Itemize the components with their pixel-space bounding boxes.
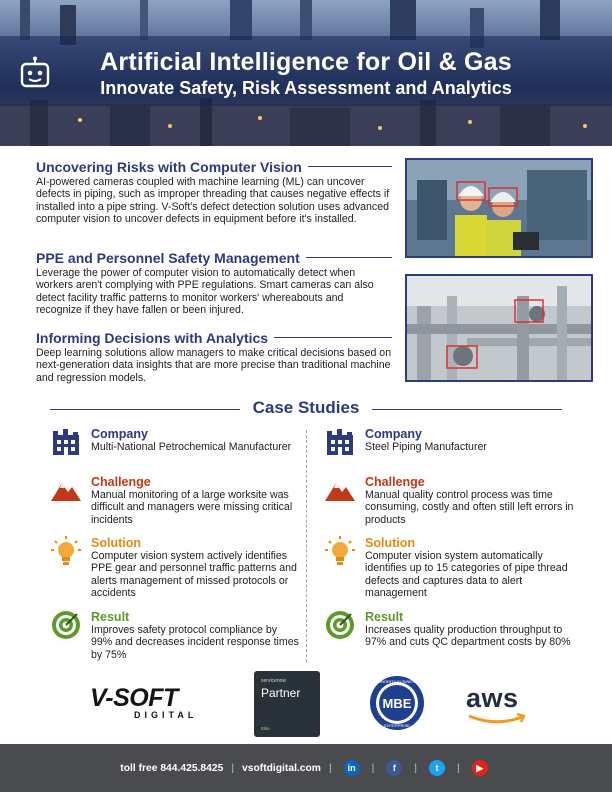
right-result	[325, 610, 579, 662]
target-icon	[51, 610, 81, 640]
section-head	[36, 249, 392, 266]
company-text: Steel Piping Manufacturer	[365, 441, 487, 453]
lightbulb-icon	[51, 536, 81, 566]
solution-label: Solution	[91, 536, 141, 550]
case-studies-heading	[50, 398, 562, 420]
company-label: Company	[91, 427, 148, 441]
section-rule	[306, 257, 392, 258]
website-link[interactable]: vsoftdigital.com	[242, 762, 321, 774]
result-text: Improves safety protocol compliance by 99% and decreases incident response times by 75%	[91, 624, 299, 661]
footer-separator: |	[457, 762, 460, 774]
challenge-label: Challenge	[91, 475, 151, 489]
section-body: Deep learning solutions allow managers to make critical decisions based on next-generation data insights that are more precise than traditional machine and regression models.	[36, 347, 392, 384]
section-head	[36, 329, 392, 346]
vsoft-logo-sub: DIGITAL	[134, 710, 198, 720]
servicenow-wordmark: servicenow	[261, 678, 287, 684]
section-head	[36, 158, 392, 175]
mbe-seal-icon	[369, 675, 425, 731]
right-company	[325, 427, 579, 471]
challenge-text: Manual monitoring of a large worksite was difficult and managers were missing critical incidents	[91, 489, 293, 526]
challenge-text: Manual quality control process was time consuming, costly and often still left errors in products	[365, 489, 574, 526]
mbe-certified-seal	[369, 675, 425, 731]
page-subtitle: Innovate Safety, Risk Assessment and Analytics	[100, 78, 512, 98]
footer-separator: |	[371, 762, 375, 774]
section-body: Leverage the power of computer vision to automatically detect when workers aren't complying with PPE regulations. Smart cameras can also detect facility traffic patterns to monitor workers' whereabouts and recognize if they have fallen or been injured.	[36, 267, 374, 317]
vsoft-logo-main: V-SOFT	[90, 684, 178, 712]
section-title: Informing Decisions with Analytics	[36, 329, 269, 346]
building-icon	[325, 427, 355, 457]
company-text: Multi-National Petrochemical Manufacturer	[91, 441, 292, 453]
section-analytics	[36, 329, 392, 384]
footer-separator: |	[231, 762, 235, 774]
result-label: Result	[91, 610, 130, 624]
mountain-icon	[51, 475, 81, 505]
column-divider	[306, 430, 307, 662]
aws-wordmark: aws	[466, 683, 519, 713]
lightbulb-icon	[325, 536, 355, 566]
page-title: Artificial Intelligence for Oil & Gas	[100, 48, 512, 76]
section-ppe-safety	[36, 249, 392, 317]
twitter-icon[interactable]: t	[429, 760, 445, 776]
hero-banner	[0, 0, 612, 146]
section-rule	[308, 166, 392, 167]
result-text: Increases quality production throughput to 97% and cuts QC department costs by 80%	[365, 624, 571, 649]
facebook-icon[interactable]: f	[386, 760, 402, 776]
piping-illustration	[407, 276, 591, 380]
partner-label: Partner	[261, 686, 301, 700]
solution-text: Computer vision system actively identifies PPE gear and personnel traffic patterns and alerts management of missed protocols or accidents	[91, 550, 297, 600]
section-title: PPE and Personnel Safety Management	[36, 249, 300, 266]
piping-photo	[405, 274, 593, 382]
workers-illustration	[407, 160, 591, 256]
result-label: Result	[365, 610, 404, 624]
footer-separator: |	[328, 762, 332, 774]
aws-logo	[466, 683, 530, 727]
case-studies-title: Case Studies	[252, 398, 360, 417]
solution-text: Computer vision system automatically identifies up to 15 categories of pipe thread defects and captures data to alert management	[365, 550, 568, 600]
servicenow-partner-badge	[254, 671, 320, 737]
linkedin-icon[interactable]: in	[344, 760, 360, 776]
elite-label: Elite	[261, 726, 270, 731]
mbe-bottom-text: ENTERPRISE	[384, 723, 410, 728]
workers-photo	[405, 158, 593, 258]
section-computer-vision	[36, 158, 392, 226]
aws-smile-icon	[466, 713, 530, 727]
right-solution	[325, 536, 579, 600]
section-rule	[274, 337, 392, 338]
right-challenge	[325, 475, 579, 527]
left-solution	[51, 536, 305, 600]
mbe-top-text: MINORITY BUSINESS	[376, 679, 418, 684]
solution-label: Solution	[365, 536, 415, 550]
challenge-label: Challenge	[365, 475, 425, 489]
phone-number[interactable]: toll free 844.425.8425	[120, 762, 224, 774]
mountain-icon	[325, 475, 355, 505]
company-label: Company	[365, 427, 422, 441]
building-icon	[51, 427, 81, 457]
left-company	[51, 427, 305, 471]
left-result	[51, 610, 305, 662]
section-title: Uncovering Risks with Computer Vision	[36, 158, 302, 175]
vsoft-digital-logo	[90, 684, 220, 724]
mbe-text: MBE	[382, 696, 412, 711]
youtube-icon[interactable]: ▶	[472, 760, 488, 776]
target-icon	[325, 610, 355, 640]
left-challenge	[51, 475, 305, 527]
section-body: AI-powered cameras coupled with machine learning (ML) can uncover defects in piping, such as improper threading that causes negative effects if installed into a pipe string. V-Soft's defect detection solution uses advanced computer vision to uncover defects in equipment before it's installed.	[36, 176, 390, 226]
footer	[0, 744, 612, 792]
footer-separator: |	[414, 762, 418, 774]
